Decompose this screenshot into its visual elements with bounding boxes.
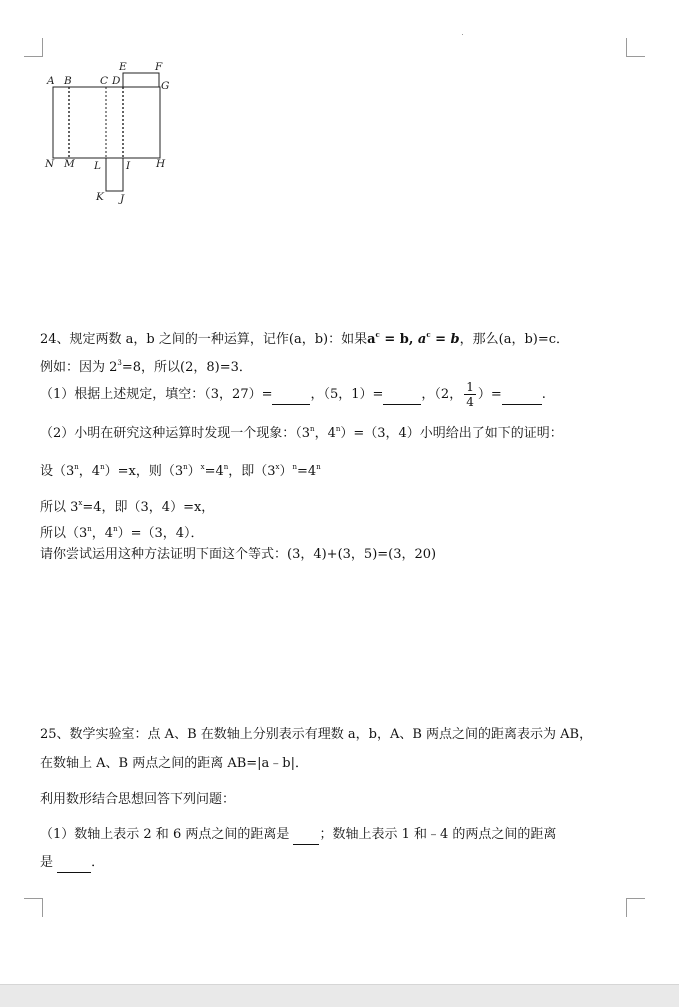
fraction-one-quarter: $\frac{1}{4}$ xyxy=(466,380,474,409)
label-k: K xyxy=(96,191,104,203)
label-m: M xyxy=(64,158,75,170)
answer-blank-1 xyxy=(272,386,310,405)
label-b: B xyxy=(64,75,72,87)
crop-mark-bottom-left xyxy=(24,898,43,917)
equation-a-c-b: $a^c = b$, $a^c = b$ xyxy=(367,330,460,347)
label-d: D xyxy=(112,75,121,87)
crop-mark-bottom-right xyxy=(626,898,645,917)
label-a: A xyxy=(47,75,55,87)
window-bottom-bar xyxy=(0,984,679,1007)
label-j: J xyxy=(120,193,125,205)
label-l: L xyxy=(94,160,101,172)
crop-mark-top-left xyxy=(24,38,43,57)
answer-blank-4 xyxy=(293,826,319,845)
q24-line-6: 所以 $3^x=4$，即（3，4）=x， xyxy=(40,499,215,515)
answer-blank-3 xyxy=(502,386,542,405)
q24-line-7: 所以（3$^n$，$4^n)=(3$，4）． xyxy=(40,525,204,541)
label-i: I xyxy=(126,160,131,172)
page-speck xyxy=(462,34,463,35)
q25-line-3: 利用数形结合思想回答下列问题： xyxy=(40,792,236,807)
cuboid-net-figure xyxy=(40,58,180,208)
net-bottom-flap xyxy=(106,158,123,191)
answer-blank-5 xyxy=(57,854,91,873)
answer-blank-2 xyxy=(383,386,421,405)
q24-line-2: 例如：因为 $2^3=8$，所以(2，8)=3． xyxy=(40,359,252,375)
q25-line-2: 在数轴上 A、B 两点之间的距离 AB=|a﹣b|． xyxy=(40,756,309,771)
q24-line-5: 设（3$^n$，$4^n)=x$，则$(3^n)^x=4^n$，即$(3^x)^n=4^n$ xyxy=(40,463,321,479)
label-e: E xyxy=(119,61,127,73)
label-n: N xyxy=(45,158,55,170)
q25-line-5: 是 ． xyxy=(40,854,104,873)
q24-line-8: 请你尝试运用这种方法证明下面这个等式：(3，4)+(3，5)=(3，20) xyxy=(40,547,437,562)
label-c: C xyxy=(100,75,109,87)
q24-line-4: （2）小明在研究这种运算时发现一个现象：（3$^n$，$4^n)=(3$，4）小明给出了如下的证明： xyxy=(40,425,563,441)
q24-line-1: 24、规定两数 a，b 之间的一种运算，记作(a，b)：如果$a^c = b$, $a^c = b$，那么(a，b)=c． xyxy=(40,330,570,347)
label-h: H xyxy=(156,158,166,170)
q25-line-4: （1）数轴上表示 2 和 6 两点之间的距离是 ；数轴上表示 1 和﹣4 的两点之间的距离 xyxy=(40,826,556,845)
label-g: G xyxy=(161,80,170,92)
net-top-flap xyxy=(123,73,159,87)
crop-mark-top-right xyxy=(626,38,645,57)
q25-line-1: 25、数学实验室：点 A、B 在数轴上分别表示有理数 a，b，A、B 两点之间的距离表示为 AB， xyxy=(40,727,593,742)
q24-line-3: （1）根据上述规定，填空：（3，27）= ，（5，1）= ，（2， $\frac{1}{4}$ ）= . xyxy=(40,380,546,409)
label-f: F xyxy=(155,61,163,73)
